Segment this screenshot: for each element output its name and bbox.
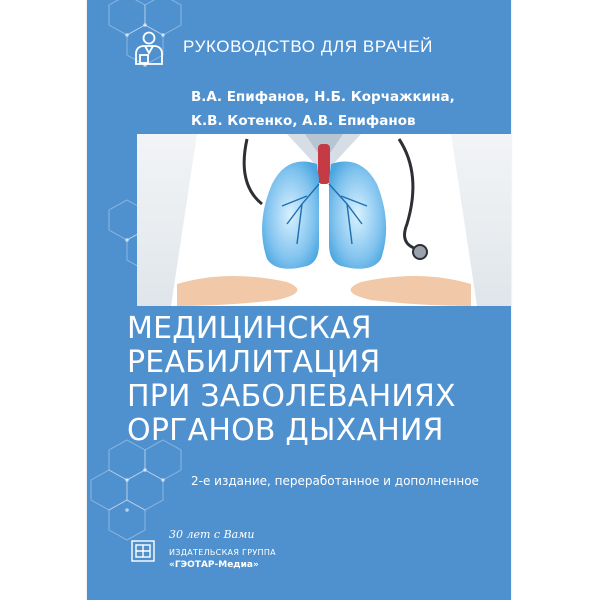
edition-note: 2-е издание, переработанное и дополненное	[191, 474, 479, 488]
authors-line-2: К.В. Котенко, А.В. Епифанов	[191, 113, 416, 129]
doctor-icon	[131, 30, 167, 68]
publisher-logo-icon	[131, 540, 155, 562]
authors	[191, 85, 455, 133]
publisher-anniversary: 30 лет с Вами	[169, 528, 255, 541]
title-line-4: ОРГАНОВ ДЫХАНИЯ	[127, 413, 444, 448]
publisher-name: «ГЭОТАР-Медиа»	[169, 560, 259, 570]
book-title	[127, 312, 507, 448]
doctor-holding-lungs-illustration	[137, 134, 511, 306]
authors-line-1: В.А. Епифанов, Н.Б. Корчажкина,	[191, 89, 455, 105]
cover-photo	[137, 134, 511, 306]
publisher-group: ИЗДАТЕЛЬСКАЯ ГРУППА	[169, 548, 276, 557]
title-line-1: МЕДИЦИНСКАЯ	[127, 311, 372, 346]
book-cover	[87, 0, 511, 600]
title-line-2: РЕАБИЛИТАЦИЯ	[127, 345, 381, 380]
title-line-3: ПРИ ЗАБОЛЕВАНИЯХ	[127, 379, 456, 414]
series-title: РУКОВОДСТВО ДЛЯ ВРАЧЕЙ	[183, 37, 433, 56]
